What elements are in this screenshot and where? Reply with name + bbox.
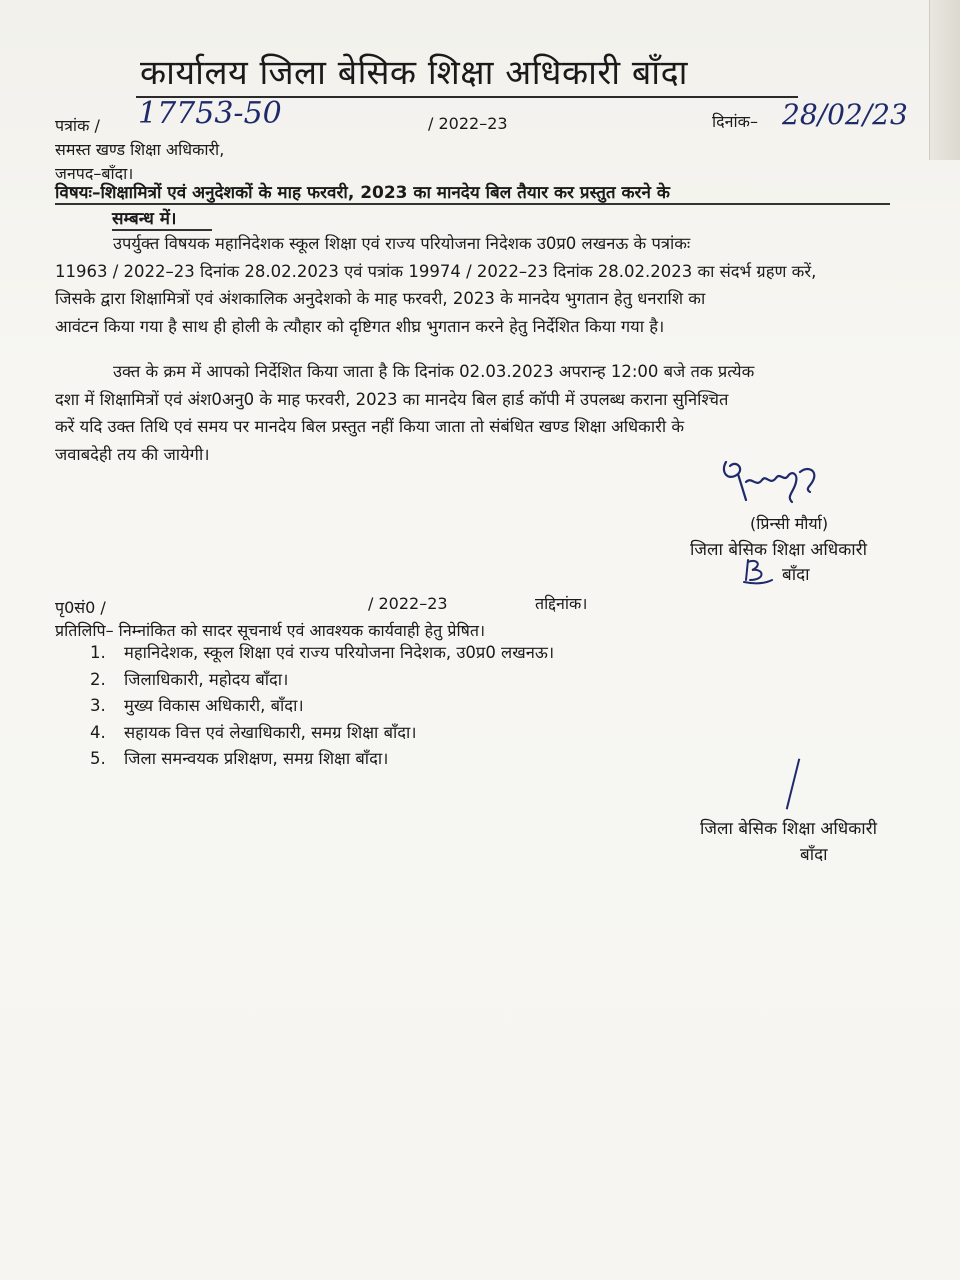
ref-number-handwritten: 17753-50 xyxy=(138,96,282,131)
list-item: 2. जिलाधिकारी, महोदय बाँदा। xyxy=(90,669,289,689)
subject-line2: सम्बन्ध में। xyxy=(112,209,177,229)
subject-underline-1 xyxy=(55,203,890,205)
para1-line: जिसके द्वारा शिक्षामित्रों एवं अंशकालिक अनुदेशको के माह फरवरी, 2023 के मानदेय भुगतान हेतु धनराशि का xyxy=(55,289,706,308)
date-handwritten: 28/02/23 xyxy=(782,98,908,131)
list-item: 4. सहायक वित्त एवं लेखाधिकारी, समग्र शिक्षा बाँदा। xyxy=(90,722,417,742)
office-title: कार्यालय जिला बेसिक शिक्षा अधिकारी बाँदा xyxy=(140,53,688,93)
paragraph-1 xyxy=(55,230,895,340)
endorsement-date: तद्दिनांक। xyxy=(535,594,588,613)
para2-line: जवाबदेही तय की जायेगी। xyxy=(55,444,210,464)
date-label: दिनांक– xyxy=(712,112,758,131)
list-item: 3. मुख्य विकास अधिकारी, बाँदा। xyxy=(90,696,304,715)
signatory-designation: जिला बेसिक शिक्षा अधिकारी xyxy=(690,540,868,560)
copy-line: प्रतिलिपि– निम्नांकित को सादर सूचनार्थ एवं आवश्यक कार्यवाही हेतु प्रेषित। xyxy=(55,621,486,640)
endorsement-ref-label: पृ0सं0 / xyxy=(55,598,106,617)
para2-line: दशा में शिक्षामित्रों एवं अंश0अनु0 के माह फरवरी, 2023 का मानदेय बिल हार्ड कॉपी में उपलब्ध कराना सुनिश्चित xyxy=(55,389,729,409)
addressee-line2: जनपद–बाँदा। xyxy=(55,164,134,183)
ref-label: पत्रांक / xyxy=(55,116,100,135)
ref-year: / 2022–23 xyxy=(428,114,508,133)
initials-scribble xyxy=(742,556,774,586)
subject-line1: विषयः–शिक्षामित्रों एवं अनुदेशकों के माह फरवरी, 2023 का मानदेय बिल तैयार कर प्रस्तुत करने के xyxy=(55,183,670,203)
signature-slash xyxy=(786,759,801,810)
addressee-line1: समस्त खण्ड शिक्षा अधिकारी, xyxy=(55,140,225,159)
endorsement-ref-year: / 2022–23 xyxy=(368,594,448,613)
para1-line: उपर्युक्त विषयक महानिदेशक स्कूल शिक्षा एवं राज्य परियोजना निदेशक उ0प्र0 लखनऊ के पत्रांकः xyxy=(113,234,691,253)
para1-line: आवंटन किया गया है साथ ही होली के त्यौहार को दृष्टिगत शीघ्र भुगतान करने हेतु निर्देशित किया गया है। xyxy=(55,316,665,336)
para1-line: 11963 / 2022–23 दिनांक 28.02.2023 एवं पत्रांक 19974 / 2022–23 दिनांक 28.02.2023 का संदर्भ ग्रहण करें, xyxy=(55,261,817,281)
recipient-list xyxy=(90,640,554,773)
signatory-place: बाँदा xyxy=(782,565,810,585)
para2-line: करें यदि उक्त तिथि एवं समय पर मानदेय बिल प्रस्तुत नहीं किया जाता तो संबंधित खण्ड शिक्षा अधिकारी के xyxy=(55,417,685,436)
para2-line: उक्त के क्रम में आपको निर्देशित किया जाता है कि दिनांक 02.03.2023 अपरान्ह 12:00 बजे तक प्रत्येक xyxy=(113,362,755,381)
list-item: 1. महानिदेशक, स्कूल शिक्षा एवं राज्य परियोजना निदेशक, उ0प्र0 लखनऊ। xyxy=(90,643,555,662)
list-item: 5. जिला समन्वयक प्रशिक्षण, समग्र शिक्षा बाँदा। xyxy=(90,749,389,768)
signature-scribble xyxy=(718,452,828,512)
footer-place: बाँदा xyxy=(800,845,828,865)
signatory-name: (प्रिन्सी मौर्या) xyxy=(750,514,829,533)
adjacent-page-edge xyxy=(929,0,960,160)
footer-designation: जिला बेसिक शिक्षा अधिकारी xyxy=(700,819,878,839)
